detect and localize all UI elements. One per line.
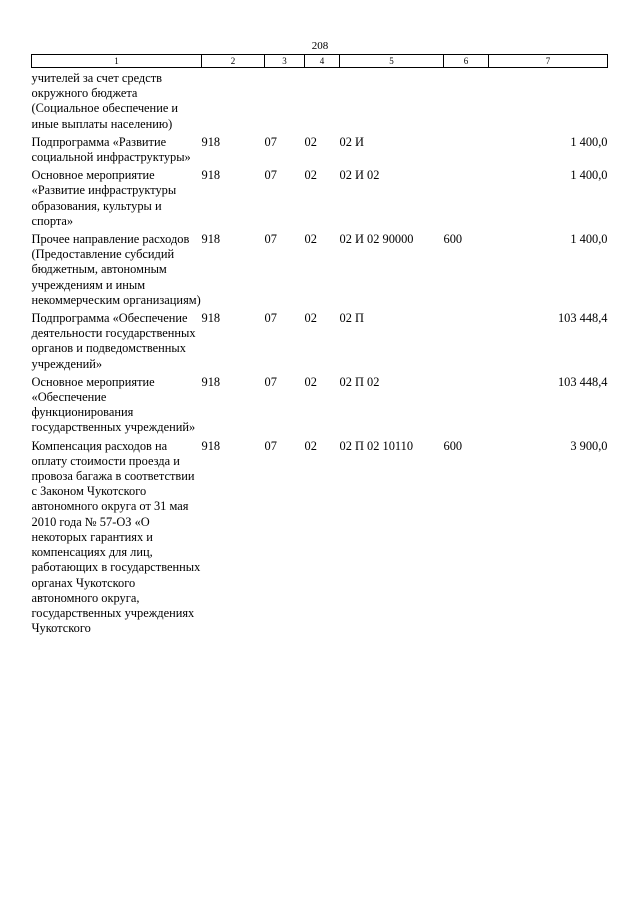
budget-table <box>31 54 608 639</box>
row-subsection: 02 <box>304 134 317 149</box>
column-header-4: 4 <box>305 55 340 68</box>
row-subsection: 02 <box>304 232 317 247</box>
row-name: Подпрограмма «Обеспечение деятельности государственных органов и подведомственных учреждений» <box>31 311 196 371</box>
row-ministry-code: 918 <box>201 168 221 183</box>
row-amount: 103 448,4 <box>557 311 608 326</box>
row-target-article: 02 И 02 <box>339 168 380 183</box>
table-row <box>32 311 608 375</box>
column-number-header-row <box>32 55 608 68</box>
row-name: учителей за счет средств окружного бюджета (Социальное обеспечение и иные выплаты населению) <box>31 71 179 131</box>
page-number: 208 <box>311 40 329 52</box>
row-ministry-code: 918 <box>201 232 221 247</box>
table-row <box>32 232 608 311</box>
row-target-article: 02 П <box>339 311 364 326</box>
row-ministry-code: 918 <box>201 134 221 149</box>
row-section: 07 <box>264 374 277 389</box>
row-amount <box>489 68 608 135</box>
row-amount: 1 400,0 <box>570 134 608 149</box>
row-amount: 1 400,0 <box>570 232 608 247</box>
row-name: Основное мероприятие «Обеспечение функционирования государственных учреждений» <box>31 374 196 435</box>
row-amount: 3 900,0 <box>570 438 608 453</box>
row-target-article: 02 И 02 90000 <box>339 232 414 247</box>
row-expense-type <box>444 311 489 375</box>
row-section <box>265 68 305 135</box>
row-expense-type <box>444 135 489 168</box>
row-subsection: 02 <box>304 168 317 183</box>
column-header-1: 1 <box>32 55 202 68</box>
row-ministry-code: 918 <box>201 438 221 453</box>
row-subsection: 02 <box>304 311 317 326</box>
row-ministry-code: 918 <box>201 374 221 389</box>
row-expense-type <box>444 68 489 135</box>
row-section: 07 <box>264 232 277 247</box>
table-row <box>32 439 608 640</box>
row-name: Подпрограмма «Развитие социальной инфраструктуры» <box>31 134 191 165</box>
row-target-article: 02 П 02 10110 <box>339 438 414 453</box>
row-section: 07 <box>264 168 277 183</box>
row-subsection <box>305 68 340 135</box>
row-name: Прочее направление расходов (Предоставление субсидий бюджетным, автономным учреждениям и иным некоммерческим организациям) <box>31 232 201 307</box>
row-amount: 1 400,0 <box>570 168 608 183</box>
column-header-3: 3 <box>265 55 305 68</box>
row-target-article <box>340 68 444 135</box>
row-name: Компенсация расходов на оплату стоимости проезда и провоза багажа в соответствии с Законом Чукотского автономного округа от 31 мая 2010 года № 57-ОЗ «О некоторых гарантиях и компенсациях для лиц, работающих в государственных органах Чукотского автономного округа, государственных учреждениях Чукотского <box>31 438 201 636</box>
row-subsection: 02 <box>304 374 317 389</box>
row-expense-type: 600 <box>443 438 463 453</box>
row-ministry-code: 918 <box>201 311 221 326</box>
row-target-article: 02 И <box>339 134 364 149</box>
row-subsection: 02 <box>304 438 317 453</box>
row-section: 07 <box>264 134 277 149</box>
column-header-2: 2 <box>202 55 265 68</box>
row-amount: 103 448,4 <box>557 374 608 389</box>
row-expense-type: 600 <box>443 232 463 247</box>
table-row <box>32 68 608 135</box>
row-name: Основное мероприятие «Развитие инфраструктуры образования, культуры и спорта» <box>31 168 177 228</box>
row-ministry-code <box>202 68 265 135</box>
table-row <box>32 135 608 168</box>
row-section: 07 <box>264 438 277 453</box>
row-target-article: 02 П 02 <box>339 374 380 389</box>
column-header-7: 7 <box>489 55 608 68</box>
column-header-6: 6 <box>444 55 489 68</box>
table-row <box>32 168 608 232</box>
table-row <box>32 375 608 439</box>
column-header-5: 5 <box>340 55 444 68</box>
row-expense-type <box>444 168 489 232</box>
row-section: 07 <box>264 311 277 326</box>
row-expense-type <box>444 375 489 439</box>
